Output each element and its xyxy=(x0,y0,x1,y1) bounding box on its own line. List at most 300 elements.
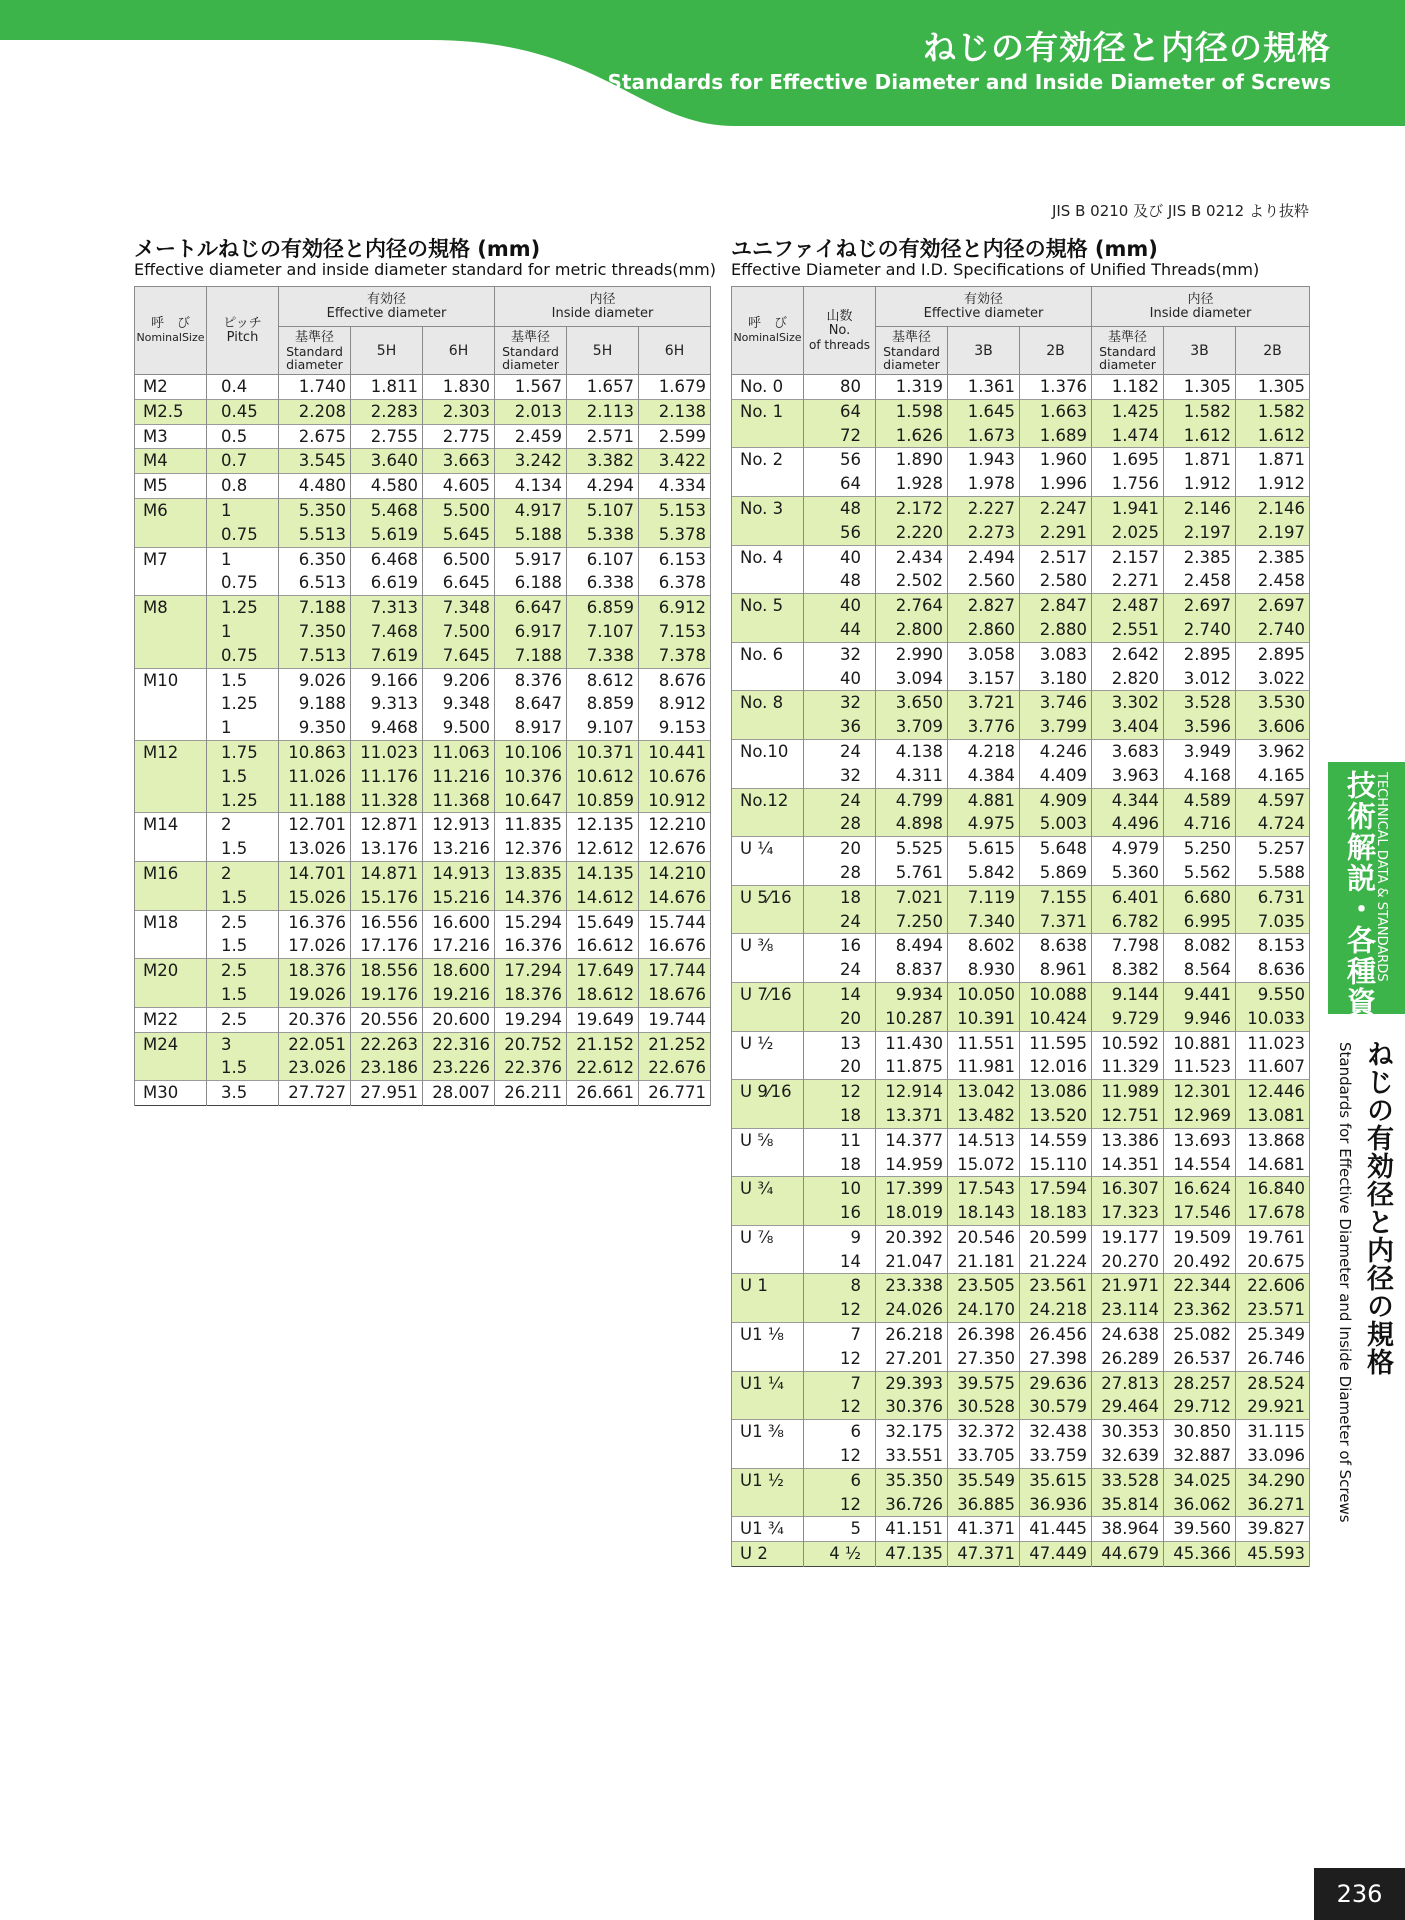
threads-cell: 28 xyxy=(804,861,876,885)
table-row xyxy=(135,620,711,644)
nominal-cell: M12 xyxy=(135,740,207,764)
page-subtitle: Standards for Effective Diameter and Inside Diameter of Screws xyxy=(607,70,1331,94)
pitch-cell: 1.25 xyxy=(207,789,279,813)
value-cell: 10.050 xyxy=(948,982,1020,1006)
value-cell: 9.188 xyxy=(279,692,351,716)
col-threads xyxy=(804,287,876,375)
page-title: ねじの有効径と内径の規格 xyxy=(923,28,1331,67)
value-cell: 2.458 xyxy=(1164,569,1236,593)
value-cell: 5.360 xyxy=(1092,861,1164,885)
value-cell: 8.647 xyxy=(495,692,567,716)
value-cell: 13.371 xyxy=(876,1104,948,1128)
value-cell: 34.025 xyxy=(1164,1468,1236,1492)
threads-cell: 11 xyxy=(804,1128,876,1152)
col-2b-eff: 2B xyxy=(1020,327,1092,375)
value-cell: 2.291 xyxy=(1020,521,1092,545)
value-cell: 23.226 xyxy=(423,1056,495,1080)
table-row xyxy=(732,1274,1310,1298)
value-cell: 16.307 xyxy=(1092,1177,1164,1201)
value-cell: 39.560 xyxy=(1164,1517,1236,1542)
value-cell: 8.917 xyxy=(495,716,567,740)
value-cell: 10.088 xyxy=(1020,982,1092,1006)
value-cell: 2.755 xyxy=(351,424,423,449)
value-cell: 7.035 xyxy=(1236,910,1310,934)
value-cell: 14.871 xyxy=(351,861,423,885)
value-cell: 20.752 xyxy=(495,1032,567,1056)
nominal-cell xyxy=(732,1104,804,1128)
nominal-cell: U 9⁄16 xyxy=(732,1080,804,1104)
nominal-cell: M4 xyxy=(135,449,207,474)
value-cell: 20.599 xyxy=(1020,1225,1092,1249)
value-cell: 9.348 xyxy=(423,692,495,716)
value-cell: 1.740 xyxy=(279,375,351,400)
value-cell: 29.464 xyxy=(1092,1395,1164,1419)
table-row xyxy=(135,959,711,983)
value-cell: 4.724 xyxy=(1236,812,1310,836)
value-cell: 47.135 xyxy=(876,1542,948,1567)
table-row xyxy=(732,448,1310,472)
nominal-cell xyxy=(135,983,207,1007)
table-row xyxy=(732,424,1310,448)
value-cell: 9.153 xyxy=(639,716,711,740)
value-cell: 3.776 xyxy=(948,715,1020,739)
col-threads-no: No. xyxy=(828,322,851,338)
table-row xyxy=(732,1177,1310,1201)
value-cell: 1.871 xyxy=(1164,448,1236,472)
value-cell: 32.639 xyxy=(1092,1444,1164,1468)
value-cell: 13.042 xyxy=(948,1080,1020,1104)
threads-cell: 16 xyxy=(804,934,876,958)
value-cell: 11.188 xyxy=(279,789,351,813)
value-cell: 1.673 xyxy=(948,424,1020,448)
value-cell: 2.146 xyxy=(1236,496,1310,520)
value-cell: 28.524 xyxy=(1236,1371,1310,1395)
value-cell: 6.401 xyxy=(1092,885,1164,909)
nominal-cell: U1 ½ xyxy=(732,1468,804,1492)
value-cell: 3.606 xyxy=(1236,715,1310,739)
pitch-cell: 1.5 xyxy=(207,668,279,692)
threads-cell: 64 xyxy=(804,472,876,496)
nominal-cell xyxy=(135,692,207,716)
value-cell: 2.494 xyxy=(948,545,1020,569)
value-cell: 12.446 xyxy=(1236,1080,1310,1104)
value-cell: 30.579 xyxy=(1020,1395,1092,1419)
value-cell: 34.290 xyxy=(1236,1468,1310,1492)
value-cell: 15.294 xyxy=(495,910,567,934)
value-cell: 9.144 xyxy=(1092,982,1164,1006)
value-cell: 1.305 xyxy=(1164,375,1236,400)
value-cell: 23.186 xyxy=(351,1056,423,1080)
value-cell: 7.513 xyxy=(279,644,351,668)
value-cell: 1.663 xyxy=(1020,399,1092,423)
value-cell: 12.676 xyxy=(639,837,711,861)
value-cell: 3.596 xyxy=(1164,715,1236,739)
value-cell: 11.176 xyxy=(351,765,423,789)
value-cell: 8.376 xyxy=(495,668,567,692)
value-cell: 13.026 xyxy=(279,837,351,861)
value-cell: 10.033 xyxy=(1236,1007,1310,1031)
value-cell: 12.016 xyxy=(1020,1055,1092,1079)
std-jp: 基準径 xyxy=(294,329,334,345)
value-cell: 4.589 xyxy=(1164,788,1236,812)
value-cell: 15.744 xyxy=(639,910,711,934)
table-row xyxy=(135,449,711,474)
pitch-cell: 1.5 xyxy=(207,983,279,1007)
value-cell: 5.619 xyxy=(351,523,423,547)
nominal-cell: U1 ¾ xyxy=(732,1517,804,1542)
nominal-cell xyxy=(135,1056,207,1080)
pitch-cell: 0.45 xyxy=(207,399,279,424)
col-2b-ins: 2B xyxy=(1236,327,1310,375)
value-cell: 5.588 xyxy=(1236,861,1310,885)
table-row xyxy=(732,569,1310,593)
value-cell: 16.840 xyxy=(1236,1177,1310,1201)
value-cell: 8.676 xyxy=(639,668,711,692)
table-row xyxy=(732,739,1310,763)
nominal-cell xyxy=(732,1298,804,1322)
table-row xyxy=(732,764,1310,788)
value-cell: 1.626 xyxy=(876,424,948,448)
value-cell: 12.914 xyxy=(876,1080,948,1104)
col-nominal-jp: 呼 び xyxy=(150,315,190,331)
effective-jp: 有効径 xyxy=(367,291,407,307)
value-cell: 22.051 xyxy=(279,1032,351,1056)
value-cell: 7.119 xyxy=(948,885,1020,909)
table-row xyxy=(135,571,711,595)
nominal-cell: No. 6 xyxy=(732,642,804,666)
value-cell: 26.771 xyxy=(639,1081,711,1106)
value-cell: 7.348 xyxy=(423,596,495,620)
threads-cell: 5 xyxy=(804,1517,876,1542)
value-cell: 14.701 xyxy=(279,861,351,885)
value-cell: 3.530 xyxy=(1236,691,1310,715)
value-cell: 5.525 xyxy=(876,837,948,861)
value-cell: 6.378 xyxy=(639,571,711,595)
value-cell: 33.705 xyxy=(948,1444,1020,1468)
value-cell: 5.562 xyxy=(1164,861,1236,885)
value-cell: 8.082 xyxy=(1164,934,1236,958)
value-cell: 2.990 xyxy=(876,642,948,666)
value-cell: 14.554 xyxy=(1164,1153,1236,1177)
value-cell: 41.445 xyxy=(1020,1517,1092,1542)
nominal-cell xyxy=(135,934,207,958)
threads-cell: 44 xyxy=(804,618,876,642)
value-cell: 2.247 xyxy=(1020,496,1092,520)
value-cell: 3.949 xyxy=(1164,739,1236,763)
pitch-cell: 3.5 xyxy=(207,1081,279,1106)
value-cell: 12.701 xyxy=(279,813,351,837)
threads-cell: 20 xyxy=(804,1007,876,1031)
table-row xyxy=(135,1007,711,1032)
effective-jp: 有効径 xyxy=(964,291,1004,307)
unified-table-body xyxy=(732,375,1310,1567)
value-cell: 11.329 xyxy=(1092,1055,1164,1079)
nominal-cell: No. 1 xyxy=(732,399,804,423)
table-row xyxy=(732,885,1310,909)
value-cell: 4.384 xyxy=(948,764,1020,788)
value-cell: 39.575 xyxy=(948,1371,1020,1395)
value-cell: 1.376 xyxy=(1020,375,1092,400)
nominal-cell xyxy=(732,958,804,982)
value-cell: 13.176 xyxy=(351,837,423,861)
value-cell: 9.206 xyxy=(423,668,495,692)
nominal-cell: M2 xyxy=(135,375,207,400)
inside-jp: 内径 xyxy=(589,291,616,307)
value-cell: 21.047 xyxy=(876,1250,948,1274)
table-row xyxy=(732,1225,1310,1249)
value-cell: 23.362 xyxy=(1164,1298,1236,1322)
value-cell: 24.218 xyxy=(1020,1298,1092,1322)
value-cell: 11.595 xyxy=(1020,1031,1092,1055)
value-cell: 1.582 xyxy=(1164,399,1236,423)
value-cell: 21.252 xyxy=(639,1032,711,1056)
value-cell: 4.246 xyxy=(1020,739,1092,763)
std-jp: 基準径 xyxy=(891,329,931,345)
value-cell: 32.175 xyxy=(876,1420,948,1444)
nominal-cell xyxy=(732,1444,804,1468)
nominal-cell: No. 4 xyxy=(732,545,804,569)
value-cell: 2.385 xyxy=(1164,545,1236,569)
value-cell: 4.134 xyxy=(495,474,567,499)
value-cell: 3.012 xyxy=(1164,667,1236,691)
nominal-cell xyxy=(135,523,207,547)
std-en: Standard diameter xyxy=(286,343,343,372)
value-cell: 6.338 xyxy=(567,571,639,595)
value-cell: 4.334 xyxy=(639,474,711,499)
value-cell: 10.376 xyxy=(495,765,567,789)
threads-cell: 12 xyxy=(804,1493,876,1517)
value-cell: 1.679 xyxy=(639,375,711,400)
value-cell: 1.645 xyxy=(948,399,1020,423)
value-cell: 5.468 xyxy=(351,498,423,522)
pitch-cell: 1.5 xyxy=(207,934,279,958)
nominal-cell: M18 xyxy=(135,910,207,934)
col-std-ins xyxy=(495,327,567,375)
value-cell: 1.912 xyxy=(1164,472,1236,496)
table-row xyxy=(135,375,711,400)
threads-cell: 32 xyxy=(804,642,876,666)
threads-cell: 24 xyxy=(804,788,876,812)
value-cell: 23.114 xyxy=(1092,1298,1164,1322)
value-cell: 8.612 xyxy=(567,668,639,692)
value-cell: 11.607 xyxy=(1236,1055,1310,1079)
value-cell: 2.434 xyxy=(876,545,948,569)
value-cell: 26.218 xyxy=(876,1323,948,1347)
value-cell: 2.860 xyxy=(948,618,1020,642)
value-cell: 14.681 xyxy=(1236,1153,1310,1177)
value-cell: 2.459 xyxy=(495,424,567,449)
value-cell: 7.021 xyxy=(876,885,948,909)
value-cell: 1.474 xyxy=(1092,424,1164,448)
value-cell: 4.898 xyxy=(876,812,948,836)
nominal-cell xyxy=(135,620,207,644)
threads-cell: 72 xyxy=(804,424,876,448)
value-cell: 5.003 xyxy=(1020,812,1092,836)
value-cell: 1.657 xyxy=(567,375,639,400)
value-cell: 6.153 xyxy=(639,547,711,571)
value-cell: 5.869 xyxy=(1020,861,1092,885)
value-cell: 21.971 xyxy=(1092,1274,1164,1298)
table-row xyxy=(732,958,1310,982)
table-row xyxy=(732,1517,1310,1542)
value-cell: 7.798 xyxy=(1092,934,1164,958)
value-cell: 10.881 xyxy=(1164,1031,1236,1055)
nominal-cell xyxy=(135,571,207,595)
nominal-cell: U1 ⅜ xyxy=(732,1420,804,1444)
value-cell: 2.560 xyxy=(948,569,1020,593)
nominal-cell: M7 xyxy=(135,547,207,571)
threads-cell: 32 xyxy=(804,691,876,715)
nominal-cell xyxy=(732,715,804,739)
table-row xyxy=(732,1542,1310,1567)
value-cell: 8.602 xyxy=(948,934,1020,958)
nominal-cell: No. 8 xyxy=(732,691,804,715)
nominal-cell: M20 xyxy=(135,959,207,983)
nominal-cell: U 5⁄16 xyxy=(732,885,804,909)
table-row xyxy=(732,1468,1310,1492)
col-6h-eff: 6H xyxy=(423,327,495,375)
table-row xyxy=(732,861,1310,885)
nominal-cell: No.12 xyxy=(732,788,804,812)
value-cell: 2.880 xyxy=(1020,618,1092,642)
value-cell: 5.350 xyxy=(279,498,351,522)
pitch-cell: 2 xyxy=(207,861,279,885)
col-pitch xyxy=(207,287,279,375)
nominal-cell xyxy=(732,569,804,593)
nominal-cell xyxy=(732,1007,804,1031)
value-cell: 2.740 xyxy=(1236,618,1310,642)
table-row xyxy=(732,788,1310,812)
std-en: Standard diameter xyxy=(1099,343,1156,372)
value-cell: 23.026 xyxy=(279,1056,351,1080)
value-cell: 1.425 xyxy=(1092,399,1164,423)
value-cell: 11.328 xyxy=(351,789,423,813)
value-cell: 17.294 xyxy=(495,959,567,983)
unified-subtitle: Effective Diameter and I.D. Specifications of Unified Threads(mm) xyxy=(731,260,1260,279)
value-cell: 22.612 xyxy=(567,1056,639,1080)
nominal-cell: M14 xyxy=(135,813,207,837)
nominal-cell: No. 3 xyxy=(732,496,804,520)
inside-en: Inside diameter xyxy=(1149,305,1252,321)
value-cell: 36.726 xyxy=(876,1493,948,1517)
value-cell: 14.676 xyxy=(639,886,711,910)
value-cell: 12.969 xyxy=(1164,1104,1236,1128)
value-cell: 5.107 xyxy=(567,498,639,522)
value-cell: 2.551 xyxy=(1092,618,1164,642)
metric-table-body xyxy=(135,375,711,1106)
col-effective-group xyxy=(876,287,1092,327)
value-cell: 2.895 xyxy=(1236,642,1310,666)
table-row xyxy=(135,983,711,1007)
value-cell: 33.528 xyxy=(1092,1468,1164,1492)
value-cell: 19.216 xyxy=(423,983,495,1007)
value-cell: 17.546 xyxy=(1164,1201,1236,1225)
nominal-cell xyxy=(732,764,804,788)
value-cell: 11.523 xyxy=(1164,1055,1236,1079)
nominal-cell xyxy=(732,1395,804,1419)
value-cell: 2.800 xyxy=(876,618,948,642)
value-cell: 6.912 xyxy=(639,596,711,620)
value-cell: 12.301 xyxy=(1164,1080,1236,1104)
value-cell: 1.811 xyxy=(351,375,423,400)
table-row xyxy=(732,1493,1310,1517)
table-row xyxy=(732,715,1310,739)
table-row xyxy=(732,1201,1310,1225)
nominal-cell: U ½ xyxy=(732,1031,804,1055)
value-cell: 5.842 xyxy=(948,861,1020,885)
value-cell: 11.551 xyxy=(948,1031,1020,1055)
nominal-cell: U 1 xyxy=(732,1274,804,1298)
value-cell: 5.645 xyxy=(423,523,495,547)
nominal-cell: M3 xyxy=(135,424,207,449)
table-row xyxy=(732,399,1310,423)
effective-en: Effective diameter xyxy=(923,305,1044,321)
value-cell: 11.063 xyxy=(423,740,495,764)
value-cell: 6.995 xyxy=(1164,910,1236,934)
threads-cell: 6 xyxy=(804,1420,876,1444)
value-cell: 19.177 xyxy=(1092,1225,1164,1249)
table-row xyxy=(135,474,711,499)
value-cell: 3.180 xyxy=(1020,667,1092,691)
value-cell: 5.500 xyxy=(423,498,495,522)
nominal-cell xyxy=(732,861,804,885)
std-jp: 基準径 xyxy=(511,329,551,345)
table-row xyxy=(135,813,711,837)
threads-cell: 10 xyxy=(804,1177,876,1201)
value-cell: 12.612 xyxy=(567,837,639,861)
value-cell: 29.921 xyxy=(1236,1395,1310,1419)
value-cell: 6.647 xyxy=(495,596,567,620)
table-row xyxy=(135,740,711,764)
value-cell: 5.648 xyxy=(1020,837,1092,861)
metric-subtitle: Effective diameter and inside diameter standard for metric threads(mm) xyxy=(134,260,716,279)
value-cell: 7.645 xyxy=(423,644,495,668)
value-cell: 29.393 xyxy=(876,1371,948,1395)
value-cell: 35.350 xyxy=(876,1468,948,1492)
value-cell: 2.487 xyxy=(1092,594,1164,618)
threads-cell: 20 xyxy=(804,837,876,861)
value-cell: 4.979 xyxy=(1092,837,1164,861)
nominal-cell xyxy=(732,472,804,496)
value-cell: 5.250 xyxy=(1164,837,1236,861)
value-cell: 14.377 xyxy=(876,1128,948,1152)
value-cell: 21.181 xyxy=(948,1250,1020,1274)
value-cell: 2.502 xyxy=(876,569,948,593)
threads-cell: 12 xyxy=(804,1395,876,1419)
threads-cell: 7 xyxy=(804,1323,876,1347)
value-cell: 3.640 xyxy=(351,449,423,474)
value-cell: 2.827 xyxy=(948,594,1020,618)
col-effective-group xyxy=(279,287,495,327)
value-cell: 6.500 xyxy=(423,547,495,571)
value-cell: 10.647 xyxy=(495,789,567,813)
value-cell: 32.887 xyxy=(1164,1444,1236,1468)
table-row xyxy=(135,1081,711,1106)
table-row xyxy=(732,812,1310,836)
threads-cell: 20 xyxy=(804,1055,876,1079)
nominal-cell xyxy=(135,765,207,789)
pitch-cell: 1 xyxy=(207,498,279,522)
value-cell: 5.257 xyxy=(1236,837,1310,861)
value-cell: 4.344 xyxy=(1092,788,1164,812)
unified-title: ユニファイねじの有効径と内径の規格 (mm) xyxy=(731,237,1158,261)
threads-cell: 18 xyxy=(804,885,876,909)
col-nominal-jp: 呼 び xyxy=(747,315,787,331)
value-cell: 2.172 xyxy=(876,496,948,520)
value-cell: 1.361 xyxy=(948,375,1020,400)
nominal-cell: U ⅜ xyxy=(732,934,804,958)
table-row xyxy=(135,1032,711,1056)
